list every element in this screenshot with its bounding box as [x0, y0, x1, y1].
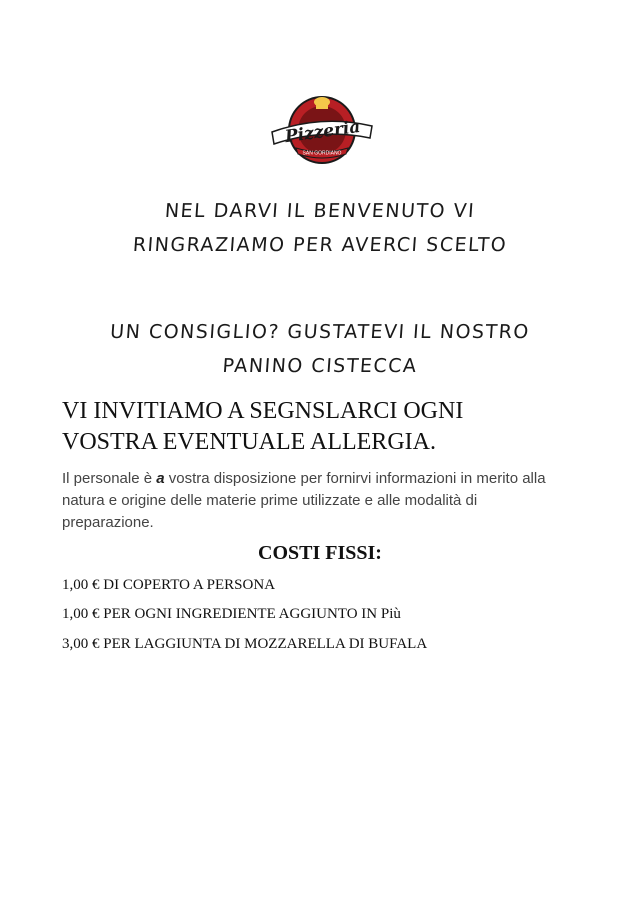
staff-note-before: Il personale è [62, 470, 157, 487]
pizzeria-logo [266, 92, 378, 166]
allergy-line-1: VI INVITIAMO A SEGNSLARCI OGNI [62, 398, 464, 424]
logo-subtitle-text: SAN GORDIANO [302, 150, 342, 157]
staff-note [62, 468, 562, 534]
cost-item: 3,00 € PER LAGGIUNTA DI MOZZARELLA DI BUFALA [62, 636, 428, 652]
welcome-line-1: NEL DARVI IL BENVENUTO VI [164, 200, 476, 222]
staff-note-emphasis: a [156, 470, 165, 487]
welcome-line-2: RINGRAZIAMO PER AVERCI SCELTO [132, 234, 508, 256]
tip-line-2: PANINO CISTECCA [221, 355, 419, 377]
logo-brand-text: Pizzeria [283, 116, 362, 148]
staff-note-after: vostra disposizione per fornirvi informazioni in merito alla natura e origine delle materie prime utilizzate e alle modalità di preparazione. [62, 470, 546, 531]
allergy-notice [62, 396, 622, 458]
cost-item: 1,00 € PER OGNI INGREDIENTE AGGIUNTO IN Più [62, 606, 401, 622]
pizzeria-logo-image [266, 92, 378, 166]
costs-heading: COSTI FISSI: [258, 542, 382, 564]
cost-item: 1,00 € DI COPERTO A PERSONA [62, 577, 276, 593]
allergy-line-2: VOSTRA EVENTUALE ALLERGIA. [62, 429, 436, 455]
chef-hat-icon [314, 97, 330, 109]
tip-line-1: UN CONSIGLIO? GUSTATEVI IL NOSTRO [109, 321, 531, 343]
